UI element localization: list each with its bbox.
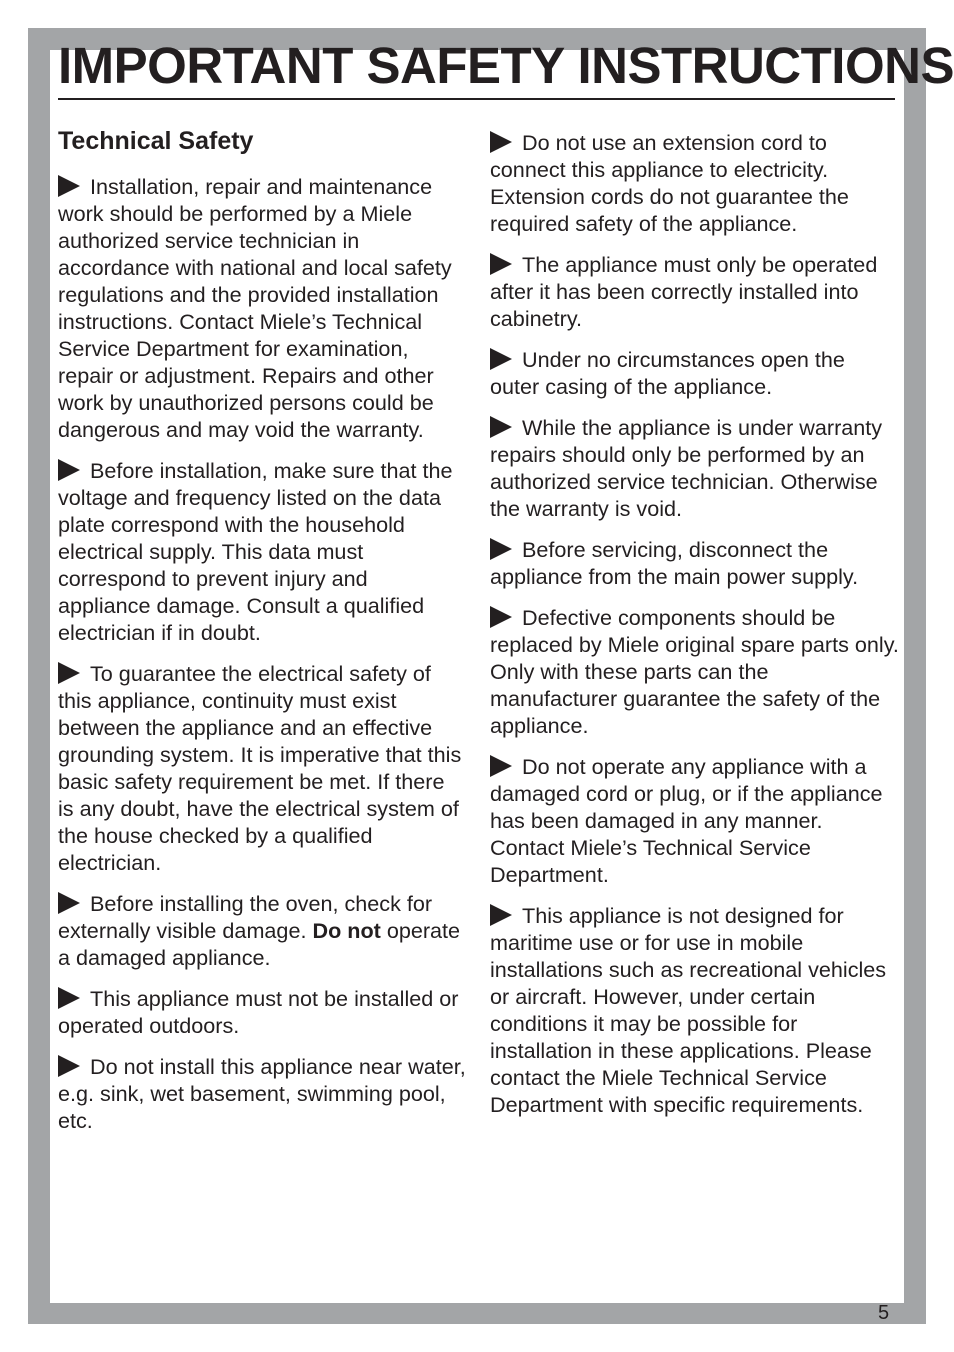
instruction-item (490, 902, 900, 1118)
instruction-item (490, 414, 900, 522)
bullet-arrow-icon (58, 987, 80, 1009)
bullet-arrow-icon (58, 1055, 80, 1077)
instruction-item (490, 251, 900, 332)
instruction-item (58, 890, 466, 971)
instruction-text: Do not operate any appliance with a damaged cord or plug, or if the appliance has been damaged in any manner. Contact Miele’s Technical Service Department. (490, 754, 883, 887)
bullet-arrow-icon (58, 892, 80, 914)
instruction-text: Before servicing, disconnect the appliance from the main power supply. (490, 537, 859, 589)
bullet-arrow-icon (490, 348, 512, 370)
bullet-arrow-icon (490, 416, 512, 438)
bullet-arrow-icon (490, 253, 512, 275)
instruction-text: Before installing the oven, check for externally visible damage. (58, 891, 433, 943)
bullet-arrow-icon (58, 459, 80, 481)
bullet-arrow-icon (490, 755, 512, 777)
instruction-text: Do not use an extension cord to connect this appliance to electricity. Extension cords do not guarantee the required safety of the appliance. (490, 130, 849, 236)
instruction-text: This appliance is not designed for maritime use or for use in mobile installations such as recreational vehicles or aircraft. However, under certain conditions it may be possible for installation in these applications. Please contact the Miele Technical Service Department with specific requirements. (490, 903, 887, 1117)
bullet-arrow-icon (490, 131, 512, 153)
instruction-item (490, 346, 900, 400)
instruction-text: Do not install this appliance near water, e.g. sink, wet basement, swimming pool, etc. (58, 1054, 466, 1133)
instruction-item (490, 604, 900, 739)
page-number: 5 (878, 1302, 890, 1324)
title-rule (58, 98, 895, 100)
instruction-item (58, 985, 466, 1039)
instruction-text: This appliance must not be installed or operated outdoors. (58, 986, 459, 1038)
instruction-item (490, 536, 900, 590)
instruction-item (58, 1053, 466, 1134)
page-title: IMPORTANT SAFETY INSTRUCTIONS (58, 37, 954, 94)
instruction-item (490, 129, 900, 237)
instruction-text: operate a damaged appliance. (58, 918, 461, 970)
bullet-arrow-icon (490, 538, 512, 560)
bullet-arrow-icon (490, 606, 512, 628)
instruction-text: Before installation, make sure that the voltage and frequency listed on the data plate correspond with the household electrical supply. This data must correspond to prevent injury and appliance damage. Consult a qualified electrician if in doubt. (58, 458, 453, 645)
instruction-text: Defective components should be replaced by Miele original spare parts only. Only with these parts can the manufacturer guarantee the safety of the appliance. (490, 605, 899, 738)
instruction-text: Installation, repair and maintenance work should be performed by a Miele authorized service technician in accordance with national and local safety regulations and the provided installation instructions. Contact Miele’s Technical Service Department for examination, repair or adjustment. Repairs and other work by unauthorized persons could be dangerous and may void the warranty. (58, 174, 452, 442)
instruction-item (490, 753, 900, 888)
section-title: Technical Safety (58, 127, 254, 155)
bullet-arrow-icon (490, 904, 512, 926)
instruction-text: The appliance must only be operated after it has been correctly installed into cabinetry. (490, 252, 878, 331)
instruction-bold-text: Do not (312, 918, 381, 943)
instruction-text: To guarantee the electrical safety of this appliance, continuity must exist between the appliance and an effective grounding system. It is imperative that this basic safety requirement be met. If there is any doubt, have the electrical system of the house checked by a qualified electrician. (58, 661, 462, 875)
bullet-arrow-icon (58, 175, 80, 197)
instruction-text: Under no circumstances open the outer casing of the appliance. (490, 347, 845, 399)
instruction-text: While the appliance is under warranty repairs should only be performed by an authorized service technician. Otherwise the warranty is void. (490, 415, 883, 521)
instruction-item (58, 457, 466, 646)
left-column (58, 122, 466, 1148)
instruction-item (58, 660, 466, 876)
instruction-item (58, 173, 466, 443)
bullet-arrow-icon (58, 662, 80, 684)
right-column (490, 129, 900, 1132)
